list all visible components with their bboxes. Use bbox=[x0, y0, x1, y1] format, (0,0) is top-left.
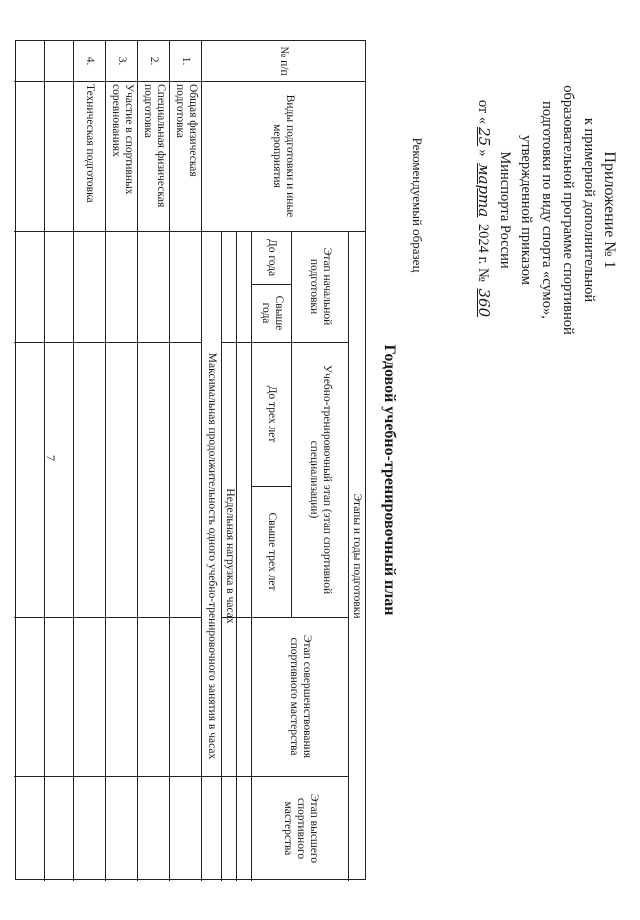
max-duration-label: Максимальная продолжительность одного учебно-тренировочного занятия в часах bbox=[206, 352, 219, 760]
header-stages: Этапы и годы подготовки bbox=[351, 493, 364, 619]
page-number: 7 bbox=[44, 455, 58, 461]
table-col-training-rows bbox=[14, 617, 202, 618]
row-activity-name: Общая физическая подготовка bbox=[174, 84, 199, 177]
appendix-header bbox=[472, 35, 620, 385]
appendix-line-3: образовательной программе спортивной bbox=[560, 85, 576, 335]
decree-number-handwritten: 360 bbox=[475, 288, 493, 318]
plan-title: Годовой учебно-тренировочный план bbox=[381, 344, 398, 616]
header-over-3: Свыше трех лет bbox=[266, 512, 279, 591]
row-number: 3. bbox=[116, 56, 129, 66]
header-stage-training: Учебно-тренировочный этап (этап спортивной специализации) bbox=[308, 364, 334, 595]
row-activity-name: Участие в спортивных соревнованиях bbox=[110, 84, 135, 195]
appendix-title: Приложение № 1 bbox=[601, 151, 618, 269]
weekly-load-label: Недельная нагрузка в часах bbox=[224, 488, 236, 624]
header-num: № п/п bbox=[278, 46, 290, 76]
decree-day-handwritten: 25 bbox=[475, 127, 493, 147]
header-stage-highest: Этап высшего спортивного мастерства bbox=[282, 793, 320, 864]
row-number: 4. bbox=[84, 56, 97, 66]
decree-month-handwritten: марта bbox=[475, 163, 493, 218]
header-up-to-year: До года bbox=[266, 238, 279, 277]
decree-year: 2024 г. № bbox=[475, 223, 491, 282]
header-up-to-3: До трех лет bbox=[266, 385, 279, 443]
sample-note: Рекомендуемый образец bbox=[410, 137, 425, 273]
appendix-line-2: к примерной дополнительной bbox=[581, 117, 597, 303]
appendix-line-4: подготовки по виду спорта «сумо», bbox=[539, 101, 555, 319]
header-types: Виды подготовки и иные мероприятия bbox=[271, 94, 297, 218]
decree-prefix: от « bbox=[475, 99, 491, 125]
row-number: 1. bbox=[180, 56, 193, 66]
header-stage-improvement: Этап совершенствования спортивного мастерства bbox=[288, 634, 314, 759]
row-activity-name: Специальная физическая подготовка bbox=[142, 84, 167, 208]
header-stage-initial: Этап начальной подготовки bbox=[308, 247, 334, 326]
decree-line bbox=[472, 35, 494, 385]
header-over-year: Свыше года bbox=[260, 295, 285, 331]
row-activity-name: Техническая подготовка bbox=[84, 84, 97, 203]
rotated-page-content bbox=[10, 10, 630, 910]
table-line-row5 bbox=[44, 41, 45, 881]
appendix-line-5: утвержденной приказом bbox=[518, 135, 534, 285]
training-plan-table bbox=[15, 40, 366, 880]
decree-mid: » bbox=[475, 149, 491, 157]
table-col-initial-rows bbox=[14, 342, 202, 343]
row-number: 2. bbox=[148, 56, 161, 66]
appendix-line-6: Минспорта России bbox=[497, 151, 513, 269]
